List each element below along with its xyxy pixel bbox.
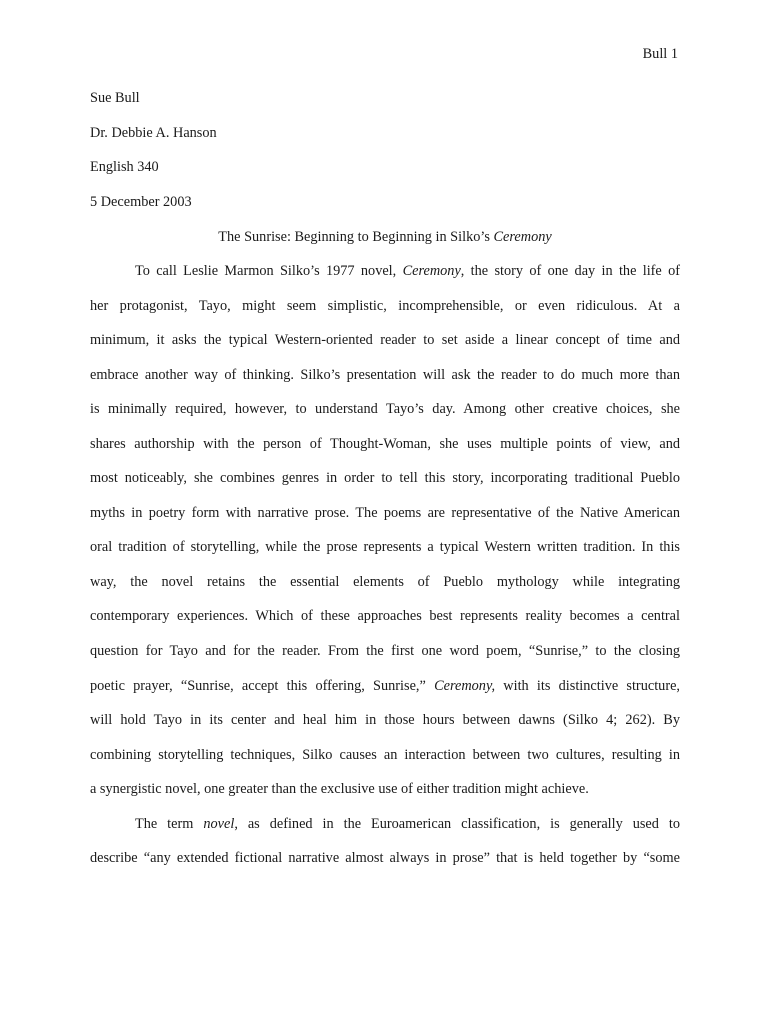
text-line [90,607,680,642]
italic-text: Ceremony, [434,677,496,694]
text-segment: with its distinctive structure, [495,677,680,694]
text-line [90,504,680,539]
text-line [90,435,680,470]
author-name: Sue Bull [90,90,140,106]
text-line [90,331,680,366]
text-line [90,849,680,884]
text-segment: poetic prayer, “Sunrise, accept this offering, Sunrise,” [90,677,435,694]
paper-title-main: The Sunrise: Beginning to Beginning in Silko’s [218,229,494,245]
paper-title [90,228,680,246]
text-segment: The term [135,815,204,832]
text-line [90,711,680,746]
text-line [90,815,680,850]
text-line [90,262,680,297]
text-segment: her protagonist, Tayo, might seem simplistic, incomprehensible, or even ridiculous. At a [90,297,680,314]
instructor-name: Dr. Debbie A. Hanson [90,124,217,141]
text-segment: oral tradition of storytelling, while the prose represents a typical Western written tradition. In this [90,539,680,556]
text-segment: , the story of one day in the life of [460,263,681,279]
text-segment: way, the novel retains the essential elements of Pueblo mythology while integrating [90,573,680,590]
text-segment: combining storytelling techniques, Silko causes an interaction between two cultures, resulting in [90,746,680,763]
mla-heading [90,89,680,227]
text-segment: To call Leslie Marmon Silko’s 1977 novel, [135,263,403,279]
text-segment: describe “any extended fictional narrative almost always in prose” that is held together by “some [90,850,680,867]
text-line [90,677,680,712]
text-segment: most noticeably, she combines genres in order to tell this story, incorporating traditional Pueblo [90,470,680,487]
course-name: English 340 [90,159,159,175]
text-line [90,400,680,435]
text-segment: shares authorship with the person of Thought-Woman, she uses multiple points of view, and [90,435,680,452]
text-segment: myths in poetry form with narrative prose. The poems are representative of the Native American [90,504,680,521]
text-line [90,469,680,504]
text-line [90,297,680,332]
running-head: Bull 1 [642,46,678,62]
text-segment: a synergistic novel, one greater than the exclusive use of either tradition might achieve. [90,781,589,798]
paper-title-italic: Ceremony [493,229,552,245]
text-segment: embrace another way of thinking. Silko’s presentation will ask the reader to do much more than [90,366,680,383]
text-segment: contemporary experiences. Which of these approaches best represents reality becomes a central [90,608,680,625]
italic-text: Ceremony [402,263,461,279]
text-line [90,746,680,781]
text-segment: is minimally required, however, to understand Tayo’s day. Among other creative choices, she [90,401,680,418]
text-segment: will hold Tayo in its center and heal him in those hours between dawns (Silko 4; 262). By [90,712,680,729]
text-line [90,538,680,573]
text-segment: , as defined in the Euroamerican classification, is generally used to [234,815,680,832]
paper-date: 5 December 2003 [90,193,192,210]
text-line [90,573,680,608]
text-segment: minimum, it asks the typical Western-oriented reader to set aside a linear concept of time and [90,332,680,349]
italic-text: novel [203,815,235,832]
essay-body [90,262,680,884]
text-segment: question for Tayo and for the reader. From the first one word poem, “Sunrise,” to the closing [90,643,680,660]
text-line [90,780,680,815]
text-line [90,366,680,401]
text-line [90,642,680,677]
